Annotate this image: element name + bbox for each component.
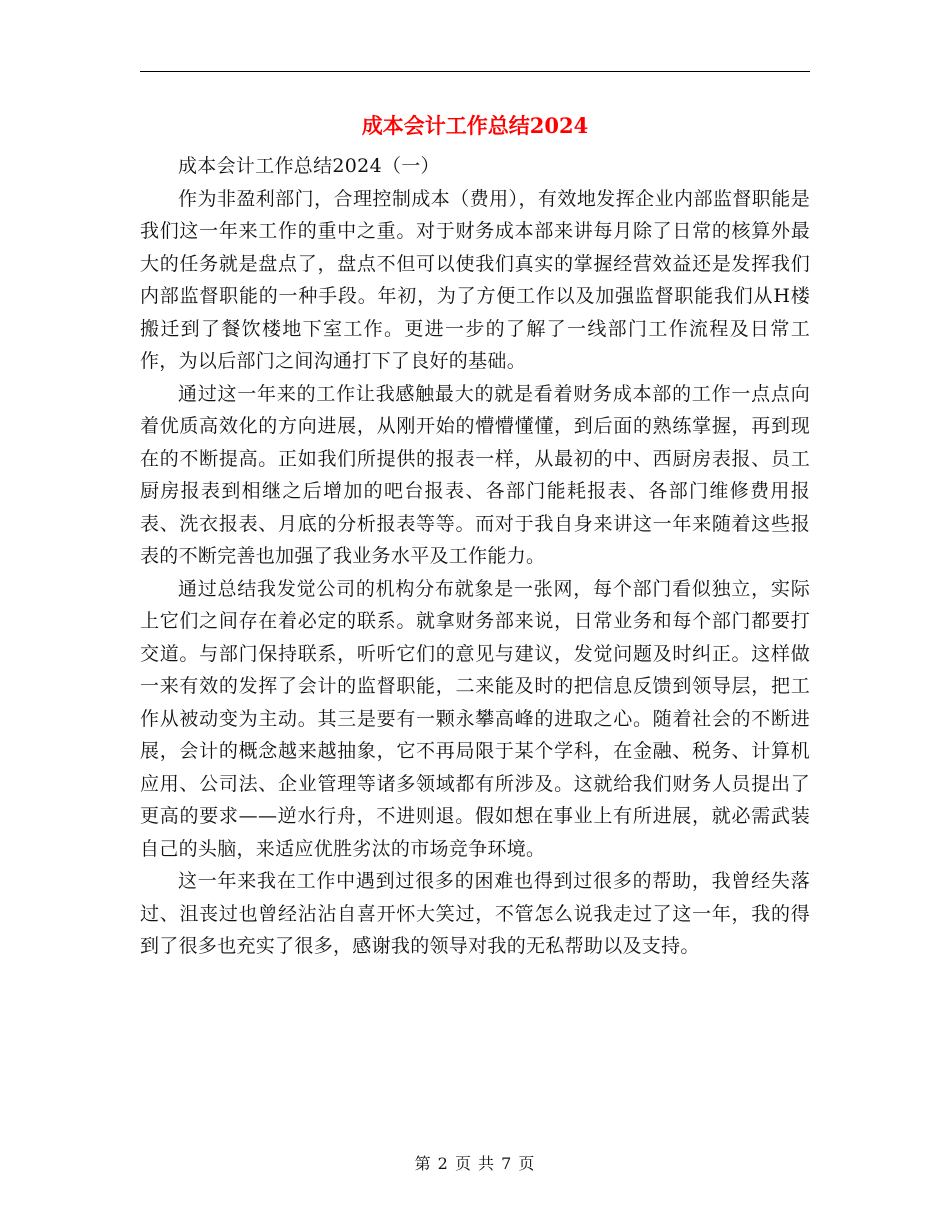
page-number: 第 2 页 共 7 页 (414, 1154, 536, 1173)
document-subtitle: 成本会计工作总结2024（一） (178, 155, 440, 177)
document-body (140, 150, 810, 963)
document-title: 成本会计工作总结2024 (361, 113, 589, 138)
page-footer (140, 1152, 810, 1176)
header-rule (140, 71, 810, 72)
paragraph-1: 作为非盈利部门，合理控制成本（费用），有效地发挥企业内部监督职能是我们这一年来工作的重中之重。对于财务成本部来讲每月除了日常的核算外最大的任务就是盘点了，盘点不但可以使我们真实的掌握经营效益还是发挥我们内部监督职能的一种手段。年初，为了方便工作以及加强监督职能我们从H楼搬迁到了餐饮楼地下室工作。更进一步的了解了一线部门工作流程及日常工作，为以后部门之间沟通打下了良好的基础。 (140, 187, 810, 372)
paragraph-4: 这一年来我在工作中遇到过很多的困难也得到过很多的帮助，我曾经失落过、沮丧过也曾经沾沾自喜开怀大笑过，不管怎么说我走过了这一年，我的得到了很多也充实了很多，感谢我的领导对我的无私帮助以及支持。 (140, 870, 810, 957)
paragraph-3: 通过总结我发觉公司的机构分布就象是一张网，每个部门看似独立，实际上它们之间存在着必定的联系。就拿财务部来说，日常业务和每个部门都要打交道。与部门保持联系，听听它们的意见与建议，发觉问题及时纠正。这样做一来有效的发挥了会计的监督职能，二来能及时的把信息反馈到领导层，把工作从被动变为主动。其三是要有一颗永攀高峰的进取之心。随着社会的不断进展，会计的概念越来越抽象，它不再局限于某个学科，在金融、税务、计算机应用、公司法、企业管理等诸多领域都有所涉及。这就给我们财务人员提出了更高的要求——逆水行舟，不进则退。假如想在事业上有所进展，就必需武装自己的头脑，来适应优胜劣汰的市场竞争环境。 (140, 577, 810, 860)
paragraph-2: 通过这一年来的工作让我感触最大的就是看着财务成本部的工作一点点向着优质高效化的方向进展，从刚开始的懵懵懂懂，到后面的熟练掌握，再到现在的不断提高。正如我们所提供的报表一样，从最初的中、西厨房表报、员工厨房报表到相继之后增加的吧台报表、各部门能耗报表、各部门维修费用报表、洗衣报表、月底的分析报表等等。而对于我自身来讲这一年来随着这些报表的不断完善也加强了我业务水平及工作能力。 (140, 382, 810, 567)
